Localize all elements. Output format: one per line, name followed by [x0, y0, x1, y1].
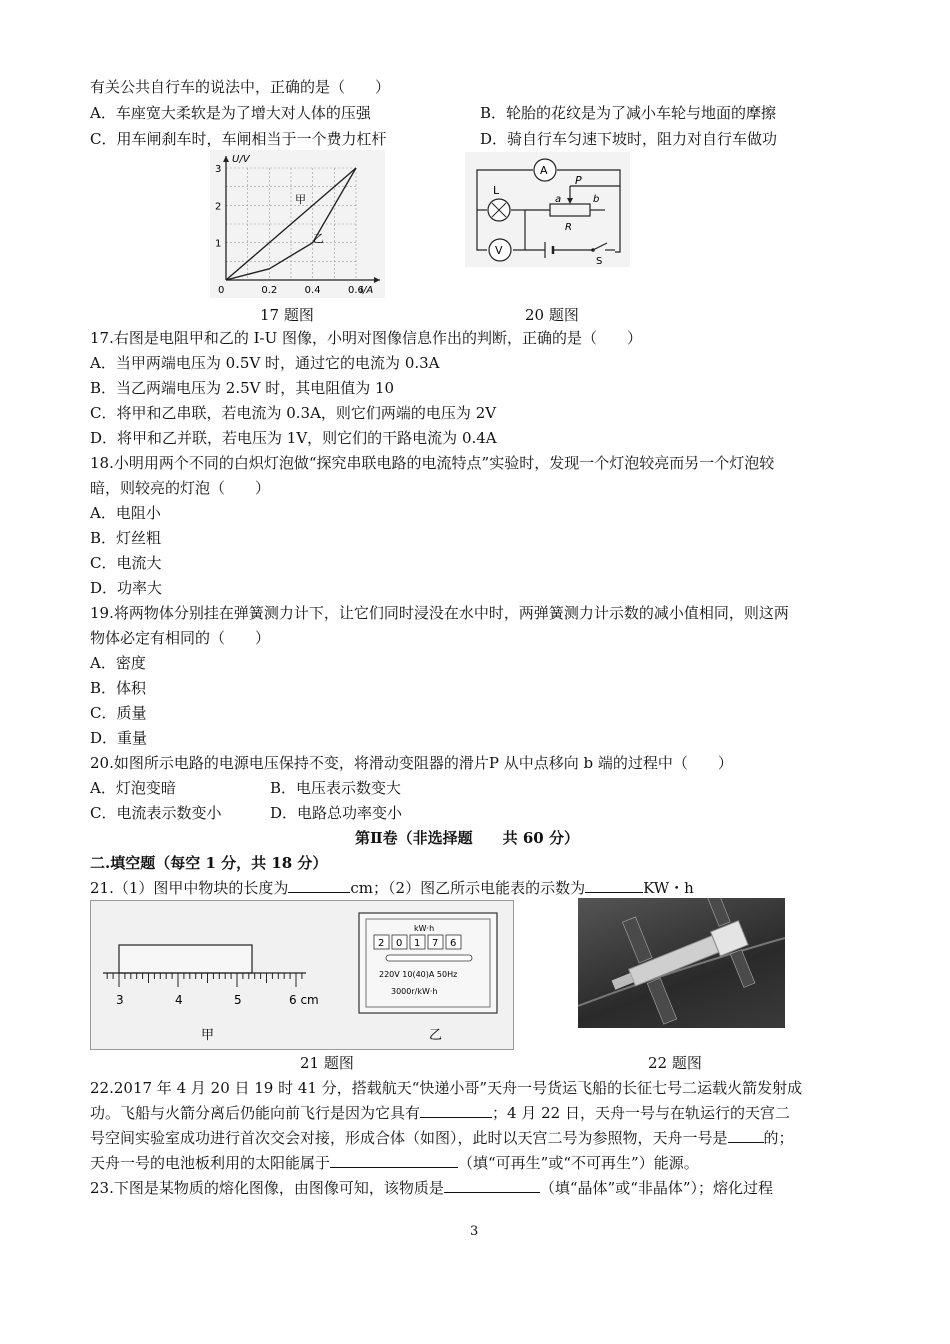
meter-digit: 2	[378, 938, 385, 949]
q22-blank-renewable[interactable]	[330, 1153, 458, 1168]
fig21-label-jia: 甲	[201, 1028, 215, 1043]
fig22-caption: 22 题图	[648, 1054, 702, 1072]
q21-blank-length[interactable]	[288, 878, 350, 893]
fig22-photo	[578, 898, 785, 1028]
q23-line1-a: 23.下图是某物质的熔化图像，由图像可知，该物质是	[90, 1179, 444, 1197]
fig21-label-yi: 乙	[429, 1028, 443, 1043]
fig17-graph	[210, 150, 385, 298]
meter-digit: 0	[396, 938, 403, 949]
meter-digit: 1	[414, 938, 421, 949]
fig20-label-b: b	[593, 194, 600, 205]
q16-option-c: C．用车闸刹车时，车闸相当于一个费力杠杆	[90, 130, 387, 148]
fig20-caption: 20 题图	[525, 306, 579, 324]
q17-stem: 17.右图是电阻甲和乙的 I-U 图像，小明对图像信息作出的判断，正确的是（ ）	[90, 329, 643, 347]
q22-line4-b: （填“可再生”或“不可再生”）能源。	[458, 1154, 699, 1172]
q23-blank-crystal[interactable]	[444, 1178, 540, 1193]
fig17-series-label-jia: 甲	[295, 193, 306, 206]
fig17-xlabel: I/A	[360, 285, 374, 296]
fig17-y-tick-label: 3	[215, 164, 222, 175]
q22-line3-b: 的；	[763, 1129, 794, 1147]
q16-option-a: A．车座宽大柔软是为了增大对人体的压强	[90, 104, 371, 122]
q21-part1: 21.（1）图甲中物块的长度为	[90, 879, 289, 897]
meter-digit: 6	[450, 938, 457, 949]
q16-stem: 有关公共自行车的说法中，正确的是（ ）	[90, 78, 391, 96]
q21-part2: cm；（2）图乙所示电能表的示数为	[350, 879, 586, 897]
q22-line4	[90, 1153, 699, 1173]
q16-option-d: D．骑自行车匀速下坡时，阻力对自行车做功	[480, 130, 778, 148]
q20-option-c: C．电流表示数变小	[90, 804, 222, 822]
q17-option-b: B．当乙两端电压为 2.5V 时，其电阻值为 10	[90, 379, 395, 397]
ruler-label-6: 6 cm	[289, 993, 319, 1007]
fig17-caption: 17 题图	[260, 306, 314, 324]
q18-option-c: C．电流大	[90, 554, 162, 572]
q18-stem-line2: 暗，则较亮的灯泡（ ）	[90, 479, 271, 497]
q22-line3	[90, 1128, 794, 1148]
q22-line3-a: 号空间实验室成功进行首次交会对接，形成合体（如图），此时以天宫二号为参照物，天舟一号是	[90, 1129, 728, 1147]
meter-spec: 220V 10(40)A 50Hz	[379, 970, 458, 979]
fig21-panel	[90, 900, 514, 1050]
q19-stem-line2: 物体必定有相同的（ ）	[90, 629, 271, 647]
fig17-ylabel: U/V	[232, 154, 250, 165]
q18-option-d: D．功率大	[90, 579, 163, 597]
fig17-chart	[210, 150, 385, 298]
fig20-label-V: V	[495, 244, 503, 257]
fig21-drawing	[91, 901, 513, 1049]
q18-option-b: B．灯丝粗	[90, 529, 162, 547]
fig17-origin: 0	[218, 285, 225, 296]
q22-blank-inertia[interactable]	[420, 1103, 492, 1118]
page-number: 3	[470, 1224, 479, 1239]
q22-line2-b: ；4 月 22 日，天舟一号与在轨运行的天宫二	[492, 1104, 790, 1122]
space-station-image	[578, 898, 785, 1028]
fig21-caption: 21 题图	[300, 1054, 354, 1072]
q18-stem-line1: 18.小明用两个不同的白炽灯泡做“探究串联电路的电流特点”实验时，发现一个灯泡较亮而另一个灯泡较	[90, 454, 775, 472]
q20-option-b: B．电压表示数变大	[270, 779, 402, 797]
q18-option-a: A．电阻小	[90, 504, 161, 522]
fig20-label-R: R	[565, 222, 572, 233]
q21-text	[90, 878, 694, 898]
fig20-diagram	[465, 152, 630, 267]
fig17-y-tick-label: 2	[215, 201, 222, 213]
q19-option-c: C．质量	[90, 704, 147, 722]
q17-option-c: C．将甲和乙串联，若电流为 0.3A，则它们两端的电压为 2V	[90, 404, 497, 422]
ruler-label-5: 5	[234, 993, 242, 1007]
q22-line2	[90, 1103, 790, 1123]
q22-line4-a: 天舟一号的电池板利用的太阳能属于	[90, 1154, 331, 1172]
fig20-label-A: A	[540, 164, 548, 177]
meter-disc	[386, 955, 472, 961]
fig17-y-tick-label: 1	[215, 238, 222, 250]
q23-line1	[90, 1178, 773, 1198]
meter-unit: kW·h	[414, 924, 435, 933]
q16-option-b: B．轮胎的花纹是为了减小车轮与地面的摩擦	[480, 104, 777, 122]
q20-option-d: D．电路总功率变小	[270, 804, 403, 822]
fig20-label-P: P	[575, 174, 582, 187]
q19-option-a: A．密度	[90, 654, 146, 672]
q19-option-b: B．体积	[90, 679, 147, 697]
q20-option-a: A．灯泡变暗	[90, 779, 176, 797]
q21-blank-meter[interactable]	[585, 878, 643, 893]
q19-stem-line1: 19.将两物体分别挂在弹簧测力计下，让它们同时浸没在水中时，两弹簧测力计示数的减小值相同，则这两	[90, 604, 789, 622]
part2-title: 第Ⅱ卷（非选择题 共 60 分）	[355, 829, 579, 847]
q19-option-d: D．重量	[90, 729, 148, 747]
fig17-x-tick-label: 0.2	[261, 285, 278, 296]
fig17-x-tick-label: 0.6	[348, 285, 364, 296]
q20-stem: 20.如图所示电路的电源电压保持不变，将滑动变阻器的滑片P 从中点移向 b 端的过程中（ ）	[90, 754, 733, 772]
ruler-label-4: 4	[175, 993, 183, 1007]
fig17-series-label-yi: 乙	[313, 232, 324, 245]
q22-blank-motion[interactable]	[728, 1128, 764, 1143]
q21-part3: KW・h	[643, 879, 694, 897]
q17-option-d: D．将甲和乙并联，若电压为 1V，则它们的干路电流为 0.4A	[90, 429, 497, 447]
fig17-x-tick-label: 0.4	[304, 285, 321, 296]
section-fill-in-title: 二.填空题（每空 1 分，共 18 分）	[90, 854, 328, 872]
q17-option-a: A．当甲两端电压为 0.5V 时，通过它的电流为 0.3A	[90, 354, 440, 372]
fig20-circuit	[465, 152, 630, 267]
meter-rev: 3000r/kW·h	[391, 987, 438, 996]
q22-line2-a: 功。飞船与火箭分离后仍能向前飞行是因为它具有	[90, 1104, 421, 1122]
fig20-label-a: a	[555, 194, 562, 205]
q23-line1-b: （填“晶体”或“非晶体”）；熔化过程	[539, 1179, 774, 1197]
ruler-label-3: 3	[116, 993, 124, 1007]
meter-digit: 7	[432, 938, 439, 949]
q22-line1: 22.2017 年 4 月 20 日 19 时 41 分，搭载航天“快递小哥”天舟一号货运飞船的长征七号二运载火箭发射成	[90, 1079, 803, 1097]
fig20-label-L: L	[493, 184, 500, 197]
measured-block	[119, 945, 252, 973]
fig20-label-S: S	[596, 256, 603, 267]
